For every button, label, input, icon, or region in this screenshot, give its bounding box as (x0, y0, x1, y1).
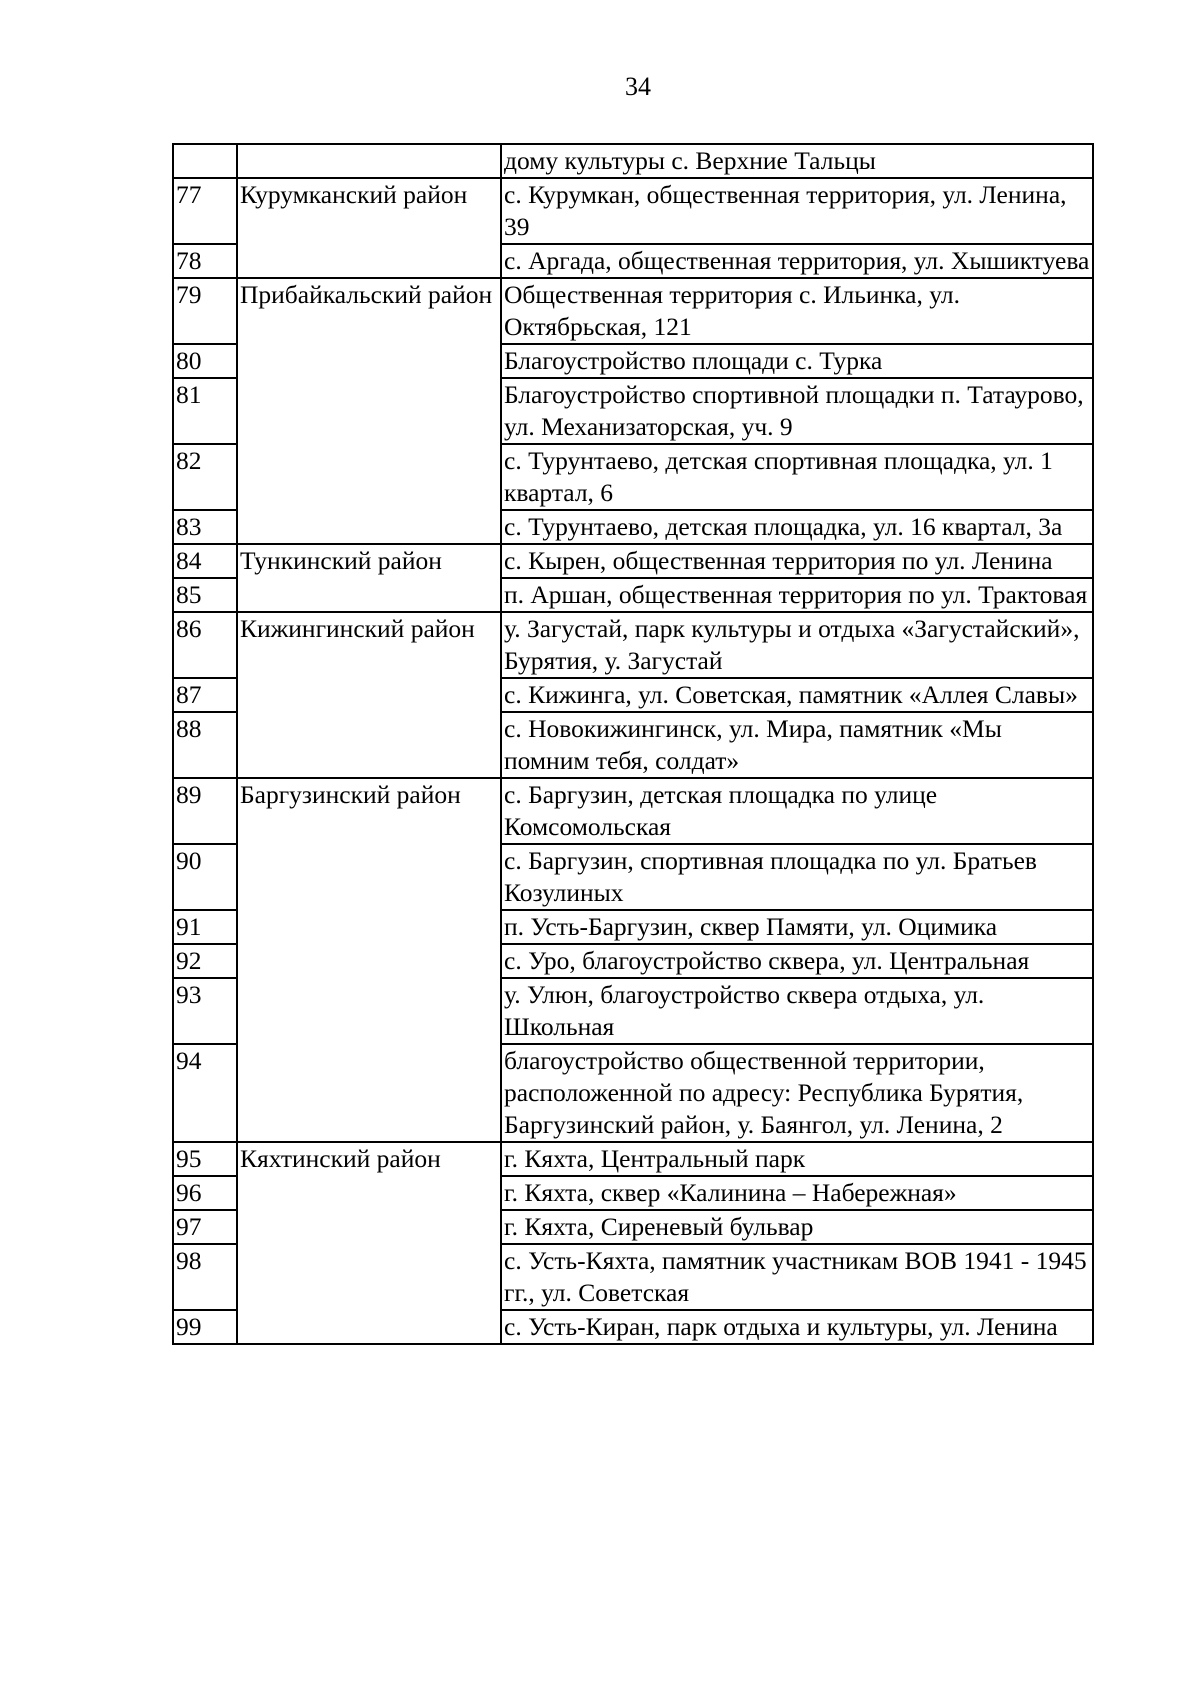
object-cell: с. Аргада, общественная территория, ул. Хышиктуева (501, 244, 1093, 278)
object-cell: благоустройство общественной территории, расположенной по адресу: Республика Бурятия, Баргузинский район, у. Баянгол, ул. Ленина, 2 (501, 1044, 1093, 1142)
row-number-cell: 91 (173, 910, 237, 944)
row-number-cell: 96 (173, 1176, 237, 1210)
object-cell: с. Новокижингинск, ул. Мира, памятник «Мы помним тебя, солдат» (501, 712, 1093, 778)
row-number-cell: 97 (173, 1210, 237, 1244)
row-number-cell: 78 (173, 244, 237, 278)
district-cell: Курумканский район (237, 178, 501, 278)
object-cell: г. Кяхта, сквер «Калинина – Набережная» (501, 1176, 1093, 1210)
object-cell: г. Кяхта, Сиреневый бульвар (501, 1210, 1093, 1244)
row-number-cell: 98 (173, 1244, 237, 1310)
table-row (173, 278, 1093, 344)
row-number-cell: 95 (173, 1142, 237, 1176)
row-number-cell: 82 (173, 444, 237, 510)
district-cell (237, 144, 501, 178)
table-row (173, 178, 1093, 244)
table-row (173, 778, 1093, 844)
district-cell: Тункинский район (237, 544, 501, 612)
row-number-cell: 77 (173, 178, 237, 244)
row-number-cell: 83 (173, 510, 237, 544)
object-cell: с. Турунтаево, детская спортивная площадка, ул. 1 квартал, 6 (501, 444, 1093, 510)
row-number-cell: 89 (173, 778, 237, 844)
row-number-cell: 80 (173, 344, 237, 378)
row-number-cell: 81 (173, 378, 237, 444)
object-cell: с. Баргузин, детская площадка по улице Комсомольская (501, 778, 1093, 844)
object-cell: с. Кижинга, ул. Советская, памятник «Аллея Славы» (501, 678, 1093, 712)
object-cell: Общественная территория с. Ильинка, ул. Октябрьская, 121 (501, 278, 1093, 344)
row-number-cell: 79 (173, 278, 237, 344)
district-cell: Прибайкальский район (237, 278, 501, 544)
object-cell: п. Усть-Баргузин, сквер Памяти, ул. Оцимика (501, 910, 1093, 944)
object-cell: с. Турунтаево, детская площадка, ул. 16 квартал, 3а (501, 510, 1093, 544)
table-body (173, 144, 1093, 1344)
object-cell: с. Баргузин, спортивная площадка по ул. Братьев Козулиных (501, 844, 1093, 910)
row-number-cell (173, 144, 237, 178)
object-cell: с. Усть-Кяхта, памятник участникам ВОВ 1941 - 1945 гг., ул. Советская (501, 1244, 1093, 1310)
row-number-cell: 90 (173, 844, 237, 910)
row-number-cell: 87 (173, 678, 237, 712)
objects-table (172, 143, 1094, 1345)
object-cell: п. Аршан, общественная территория по ул. Трактовая (501, 578, 1093, 612)
object-cell: с. Кырен, общественная территория по ул. Ленина (501, 544, 1093, 578)
row-number-cell: 93 (173, 978, 237, 1044)
object-cell: Благоустройство спортивной площадки п. Татаурово, ул. Механизаторская, уч. 9 (501, 378, 1093, 444)
table-row (173, 144, 1093, 178)
object-cell: Благоустройство площади с. Турка (501, 344, 1093, 378)
object-cell: с. Усть-Киран, парк отдыха и культуры, ул. Ленина (501, 1310, 1093, 1344)
row-number-cell: 86 (173, 612, 237, 678)
table-row (173, 612, 1093, 678)
object-cell: г. Кяхта, Центральный парк (501, 1142, 1093, 1176)
object-cell: у. Загустай, парк культуры и отдыха «Загустайский», Бурятия, у. Загустай (501, 612, 1093, 678)
district-cell: Кижингинский район (237, 612, 501, 778)
row-number-cell: 84 (173, 544, 237, 578)
table-row (173, 1142, 1093, 1176)
row-number-cell: 85 (173, 578, 237, 612)
page-number: 34 (625, 72, 651, 101)
object-cell: у. Улюн, благоустройство сквера отдыха, ул. Школьная (501, 978, 1093, 1044)
district-cell: Кяхтинский район (237, 1142, 501, 1344)
district-cell: Баргузинский район (237, 778, 501, 1142)
row-number-cell: 99 (173, 1310, 237, 1344)
object-cell: с. Курумкан, общественная территория, ул. Ленина, 39 (501, 178, 1093, 244)
row-number-cell: 92 (173, 944, 237, 978)
row-number-cell: 88 (173, 712, 237, 778)
table-row (173, 544, 1093, 578)
row-number-cell: 94 (173, 1044, 237, 1142)
object-cell: с. Уро, благоустройство сквера, ул. Центральная (501, 944, 1093, 978)
object-cell: дому культуры с. Верхние Тальцы (501, 144, 1093, 178)
